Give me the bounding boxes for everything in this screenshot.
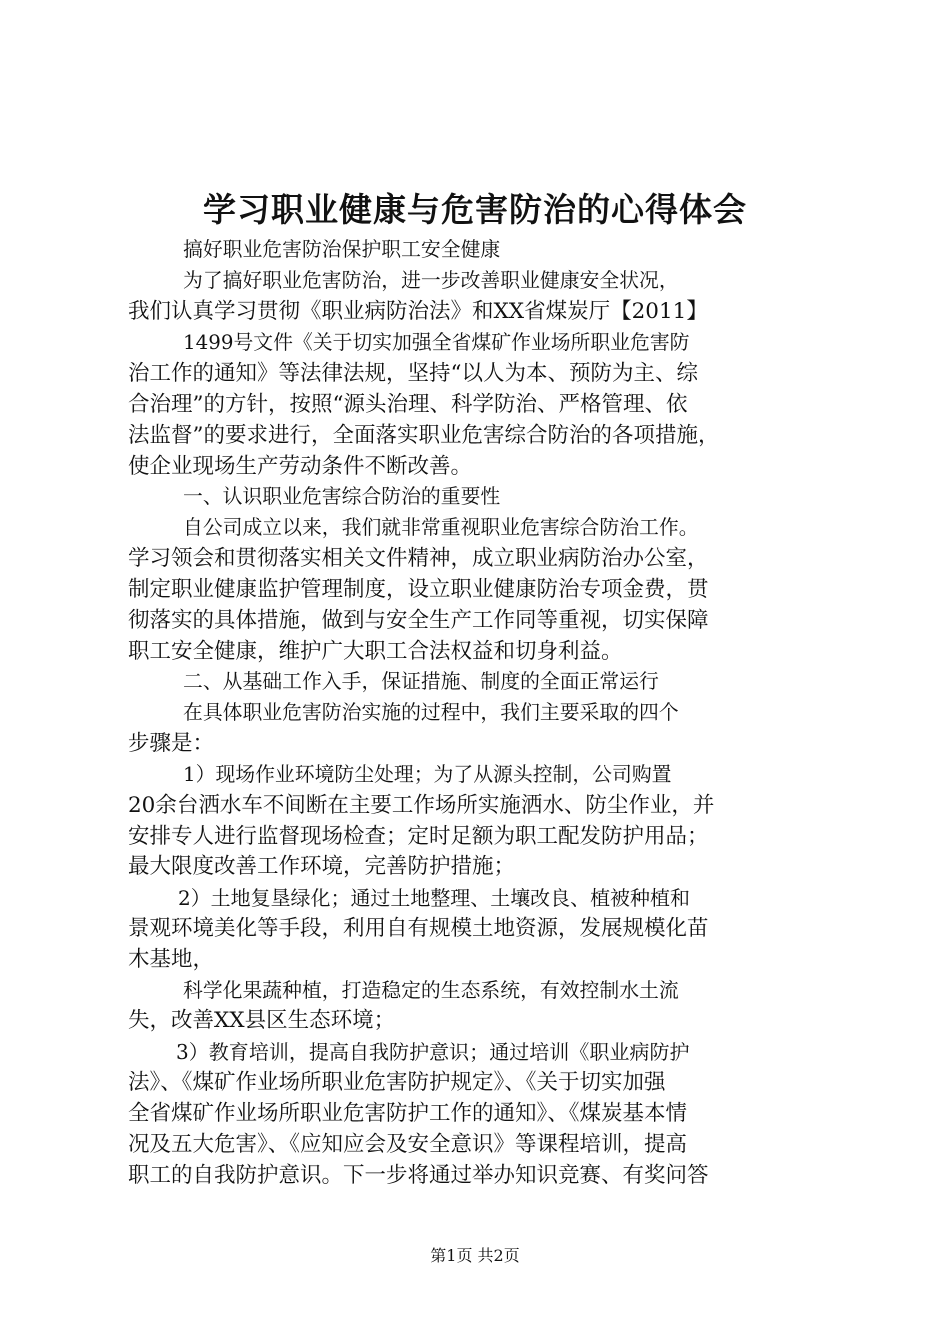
text-line: 学习领会和贯彻落实相关文件精神，成立职业病防治办公室， [128, 546, 709, 571]
text-line: 安排专人进行监督现场检查；定时足额为职工配发防护用品； [128, 824, 709, 849]
text-line: 20余台洒水车不间断在主要工作场所实施洒水、防尘作业，并 [128, 793, 715, 818]
document-title: 学习职业健康与危害防治的心得体会 [203, 190, 747, 229]
text-line: 职工的自我防护意识。下一步将通过举办知识竞赛、有奖问答 [128, 1163, 709, 1188]
text-line: 职工安全健康，维护广大职工合法权益和切身利益。 [128, 639, 623, 664]
text-line: 在具体职业危害防治实施的过程中，我们主要采取的四个 [183, 701, 679, 724]
text-line: 合治理”的方针，按照“源头治理、科学防治、严格管理、依 [128, 392, 688, 417]
text-line: 1499号文件《关于切实加强全省煤矿作业场所职业危害防 [183, 331, 690, 354]
section-heading: 一、认识职业危害综合防治的重要性 [183, 485, 501, 508]
text-line: 为了搞好职业危害防治，进一步改善职业健康安全状况， [183, 269, 679, 292]
text-line: 全省煤矿作业场所职业危害防护工作的通知》、《煤炭基本情 [128, 1101, 688, 1126]
page-number-footer: 第1页 共2页 [430, 1246, 520, 1265]
text-line: 3）教育培训，提高自我防护意识；通过培训《职业病防护 [176, 1040, 690, 1064]
text-line: 我们认真学习贯彻《职业病防治法》和XX省煤炭厅【2011】 [128, 299, 708, 324]
text-line: 最大限度改善工作环境，完善防护措施； [128, 854, 516, 879]
text-line: 况及五大危害》、《应知应会及安全意识》等课程培训，提高 [128, 1132, 688, 1157]
section-heading: 二、从基础工作入手，保证措施、制度的全面正常运行 [183, 670, 659, 693]
text-line: 法》、《煤矿作业场所职业危害防护规定》、《关于切实加强 [128, 1070, 666, 1095]
text-line: 1）现场作业环境防尘处理；为了从源头控制，公司购置 [183, 763, 672, 786]
text-line: 自公司成立以来，我们就非常重视职业危害综合防治工作。 [183, 516, 699, 539]
text-line: 景观环境美化等手段，利用自有规模土地资源，发展规模化苗 [128, 916, 709, 941]
text-line: 使企业现场生产劳动条件不断改善。 [128, 454, 473, 479]
text-line: 搞好职业危害防治保护职工安全健康 [183, 238, 501, 261]
text-line: 木基地， [128, 947, 215, 972]
text-line: 法监督”的要求进行，全面落实职业危害综合防治的各项措施， [128, 423, 720, 448]
text-line: 治工作的通知》等法律法规，坚持“以人为本、预防为主、综 [128, 361, 698, 386]
text-line: 彻落实的具体措施，做到与安全生产工作同等重视，切实保障 [128, 608, 709, 633]
text-line: 制定职业健康监护管理制度，设立职业健康防治专项金费，贯 [128, 577, 709, 602]
text-line: 2）土地复垦绿化；通过土地整理、土壤改良、植被种植和 [178, 886, 690, 910]
text-line: 科学化果蔬种植，打造稳定的生态系统，有效控制水土流 [183, 979, 679, 1002]
text-line: 步骤是： [128, 731, 215, 756]
text-line: 失，改善XX县区生态环境； [128, 1008, 396, 1033]
